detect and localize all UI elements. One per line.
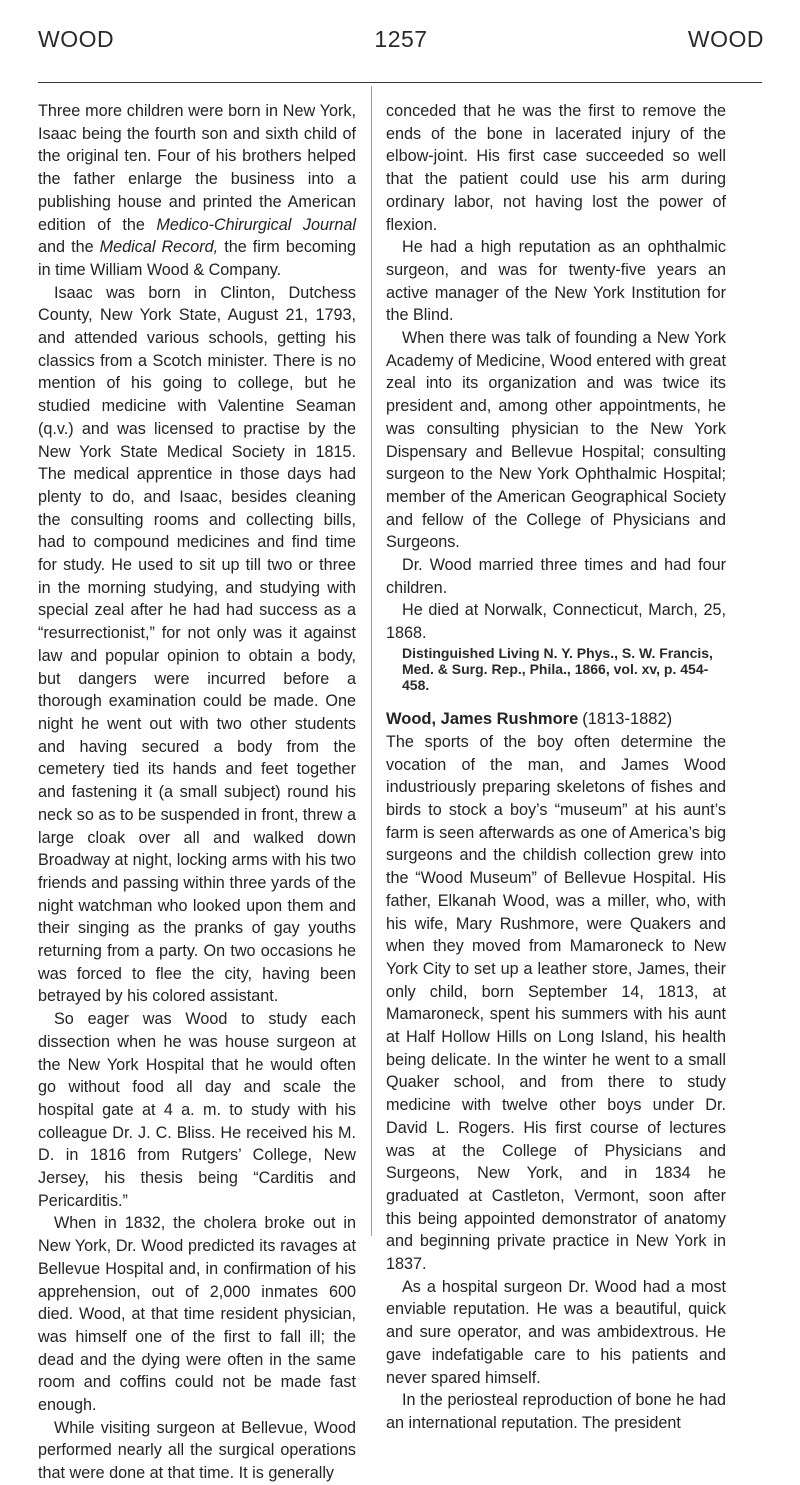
paragraph: When in 1832, the cholera broke out in New York, Dr. Wood predicted its ravages at Bellevue Hospital and, in confirmation of his apprehension, out of 2,000 inmates 600 died. Wood, at that time resident physician, was himself one of the first to fall ill; the dead and the dying were often in the same room and coffins could not be made fast enough. [38,1214,356,1415]
paragraph: While visiting surgeon at Bellevue, Wood performed nearly all the surgical operations that were done at that time. It is generally [38,1418,356,1483]
header-rule [38,82,762,83]
entry-name: Wood, James Rushmore [386,709,579,728]
right-column [386,100,726,1435]
paragraph: He had a high reputation as an ophthalmic surgeon, and was for twenty-five years an active manager of the New York Institution for the Blind. [386,238,726,325]
entry-heading [386,707,726,731]
journal-title: Medical Record, [99,238,219,257]
paragraph: Three more children were born in New York, Isaac being the fourth son and sixth child of the original ten. Four of his brothers helped the father enlarge the business into a publishing house and printed the American edition of the Medico-Chirurgical Journal and the Medical Record, the firm becoming in time William Wood & Company. [38,102,357,279]
paragraph: Dr. Wood married three times and had four children. [386,556,726,597]
paragraph: In the periosteal reproduction of bone he had an international reputation. The president [386,1391,726,1432]
column-divider [371,86,372,1236]
paragraph: conceded that he was the first to remove the ends of the bone in lacerated injury of the elbow-joint. His first case succeeded so well that the patient could use his arm during ordinary labor, not having lost the power of flexion. [386,102,726,234]
journal-title: Medico-Chirurgical Journal [156,215,356,234]
paragraph: So eager was Wood to study each dissection when he was house surgeon at the New York Hospital that he would often go without food all day and scale the hospital gate at 4 a. m. to study with his colleague Dr. J. C. Bliss. He received his M. D. in 1816 from Rutgers’ College, New Jersey, his thesis being “Carditis and Pericarditis.” [38,1010,356,1210]
entry-years: (1813-1882) [582,709,673,728]
page-number: 1257 [374,25,428,52]
paragraph: He died at Norwalk, Connecticut, March, 25, 1868. [386,601,726,643]
paragraph: When there was talk of founding a New York Academy of Medicine, Wood entered with great zeal into its organization and was twice its president and, among other appointments, he was consulting physician to the New York Dispensary and Bellevue Hospital; consulting surgeon to the New York Ophthalmic Hospital; member of the American Geographical Society and fellow of the College of Physicians and Surgeons. [386,329,726,552]
left-column [38,100,356,1485]
paragraph: Isaac was born in Clinton, Dutchess County, New York State, August 21, 1793, and attended various schools, getting his classics from a Scotch minister. There is no mention of his going to college, but he studied medicine with Valentine Seaman (q.v.) and was licensed to practise by the New York State Medical Society in 1815. The medical apprentice in those days had plenty to do, and Isaac, besides cleaning the consulting rooms and collecting bills, had to compound medicines and find time for study. He used to sit up till two or three in the morning studying, and studying with special zeal after he had had success as a “resurrectionist,” for not only was it against law and popular opinion to obtain a body, but dangers were incurred before a thorough examination could be made. One night he went out with two other students and having secured a body from the cemetery tied its hands and feet together and fastening it (a small subject) round his neck so as to be suspended in front, threw a large cloak over all and walked down Broadway at night, locking arms with his two friends and passing within three yards of the night watchman who looked upon them and their singing as the pranks of gay youths returning from a party. On two occasions he was forced to flee the city, having been betrayed by his colored assistant. [38,283,356,1006]
paragraph: As a hospital surgeon Dr. Wood had a most enviable reputation. He was a beautiful, quick and sure operator, and was ambidextrous. He gave indefatigable care to his patients and never spared himself. [386,1277,726,1387]
running-head [38,22,764,56]
running-head-right: WOOD [687,25,764,52]
running-head-left: WOOD [38,25,115,52]
source-citation: Distinguished Living N. Y. Phys., S. W. Francis, Med. & Surg. Rep., Phila., 1866, vol. xv, p. 454-458. [402,644,713,693]
paragraph: The sports of the boy often determine the vocation of the man, and James Wood industriously preparing skeletons of fishes and birds to stock a boy’s “museum” at his aunt’s farm is seen afterwards as one of America’s big surgeons and the childish collection grew into the “Wood Museum” of Bellevue Hospital. His father, Elkanah Wood, was a miller, who, with his wife, Mary Rushmore, were Quakers and when they moved from Mamaroneck to New York City to set up a leather store, James, their only child, born September 14, 1813, at Mamaroneck, spent his summers with his aunt at Half Hollow Hills on Long Island, his health being delicate. In the winter he went to a small Quaker school, and from there to study medicine with twelve other boys under Dr. David L. Rogers. His first course of lectures was at the College of Physicians and Surgeons, New York, and in 1834 he graduated at Castleton, Vermont, soon after this being appointed demonstrator of anatomy and beginning private practice in New York in 1837. [386,732,726,1274]
